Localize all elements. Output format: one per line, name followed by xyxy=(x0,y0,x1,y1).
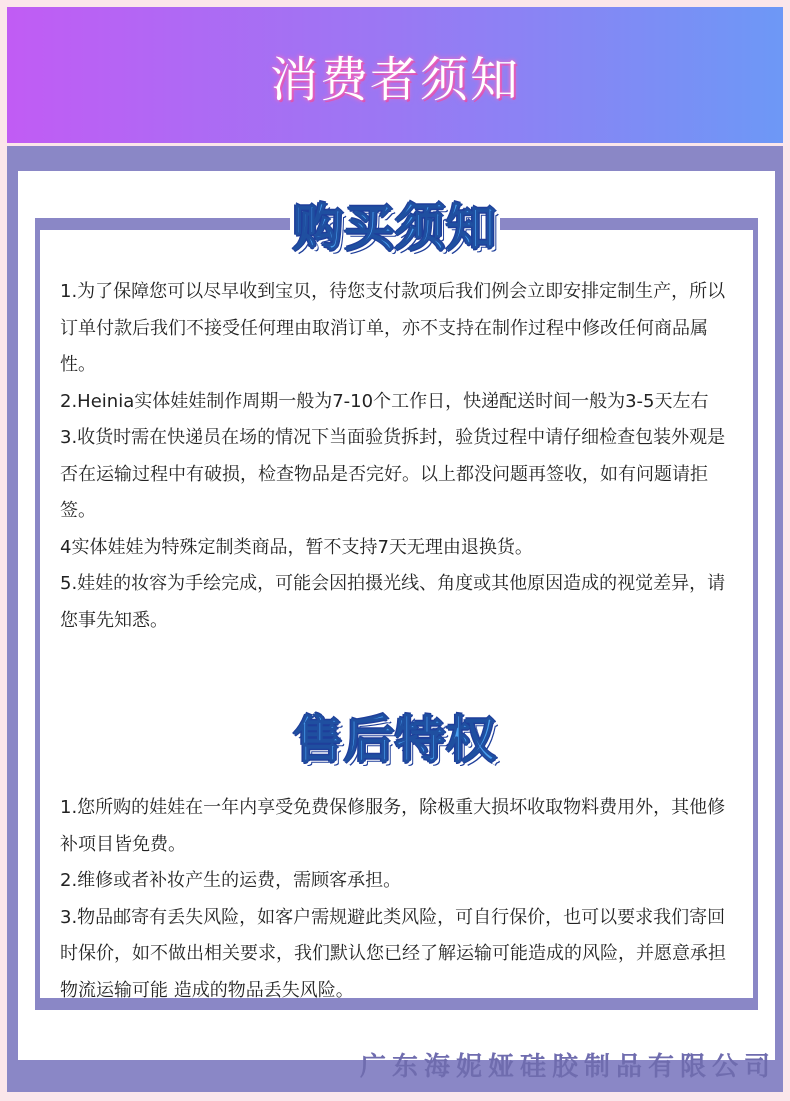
company-name-text: 广东海妮娅硅胶制品有限公司 xyxy=(360,1052,777,1082)
header-banner xyxy=(7,7,783,143)
company-name xyxy=(360,1040,780,1092)
list-item: 2.Heinia实体娃娃制作周期一般为7-10个工作日，快递配送时间一般为3-5天左右 xyxy=(60,390,709,412)
page-title: 消费者须知 xyxy=(269,51,520,108)
after-sales-section-title: 售后特权 xyxy=(293,710,497,769)
purchase-section-title: 购买须知 xyxy=(293,198,497,257)
list-item: 4实体娃娃为特殊定制类商品，暂不支持7天无理由退换货。 xyxy=(60,536,533,558)
after-sales-list xyxy=(60,790,732,1009)
list-item: 1.您所购的娃娃在一年内享受免费保修服务，除极重大损坏收取物料费用外，其他修补项目皆免费。 xyxy=(60,797,726,855)
purchase-notice-list xyxy=(60,274,732,639)
list-item: 3.收货时需在快递员在场的情况下当面验货拆封，验货过程中请仔细检查包装外观是否在运输过程中有破损，检查物品是否完好。以上都没问题再签收，如有问题请拒签。 xyxy=(60,427,726,521)
list-item: 1.为了保障您可以尽早收到宝贝，待您支付款项后我们例会立即安排定制生产，所以订单付款后我们不接受任何理由取消订单，亦不支持在制作过程中修改任何商品属性。 xyxy=(60,281,726,375)
list-item: 5.娃娃的妆容为手绘完成，可能会因拍摄光线、角度或其他原因造成的视觉差异，请您事先知悉。 xyxy=(60,573,726,631)
list-item: 3.物品邮寄有丢失风险，如客户需规避此类风险，可自行保价，也可以要求我们寄回时保价，如不做出相关要求，我们默认您已经了解运输可能造成的风险，并愿意承担物流运输可能 造成的物品丢失风险。 xyxy=(60,906,726,1001)
list-item: 2.维修或者补妆产生的运费，需顾客承担。 xyxy=(60,870,402,891)
